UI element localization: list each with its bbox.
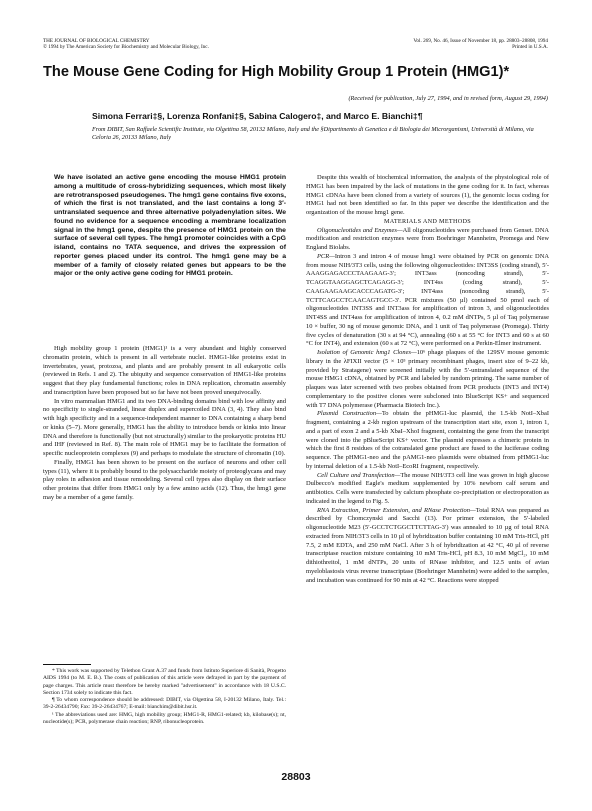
run-in-heading: RNA Extraction, Primer Extension, and RNase Protection— — [317, 506, 476, 514]
copyright-line: © 1994 by The American Society for Biochemistry and Molecular Biology, Inc. — [43, 44, 209, 51]
methods-paragraph — [306, 507, 549, 586]
intro-paragraph: In vitro mammalian HMG1 and its two DNA-binding domains bind with low affinity and no specificity to single-stranded, linear duplex and supercoiled DNA (3, 4). They also bind with high specificity and in a sequence-independent manner to DNA containing a sharp bend or kinks (5–7). More generally, HMG1 has the ability to introduce bends or kinks into linear DNA and therefore is functionally (but not structurally) similar to the prokaryotic proteins HU and IHF (reviewed in Ref. 8). The main role of HMG1 may be to facilitate the formation of specific nucleoprotein complexes (9) and perhaps to modulate the structure of chromatin (10). — [43, 397, 286, 457]
page-number: 28803 — [281, 771, 311, 783]
methods-paragraph — [306, 410, 549, 471]
footnote: * This work was supported by Telethon Grant A.37 and funds from Istituto Superiore di Sanità, Progetto AIDS 1994 (to M. E. B.). The costs of publication of this article were defrayed in part by the payment of page charges. This article must therefore be hereby marked "advertisement" in accordance with 18 U.S.C. Section 1734 solely to indicate this fact. — [43, 668, 286, 696]
abstract: We have isolated an active gene encoding the mouse HMG1 protein among a multitude of cross-hybridizing sequences, which most likely are retrotransposed pseudogenes. The hmg1 gene contains five exons, of which the first is not translated, and the last contains a long 3′-untranslated sequence and three alternative polyadenylation sites. We found no evidence for a sequence encoding a membrane localization signal in the hmg1 gene, despite the presence of HMG1 protein on the surface of several cell types. The hmg1 promoter coincides with a CpG island, contains no TATA sequence, and drives the expression of reporter genes placed under its control. The hmg1 gene may be a member of a family of closely related genes but appears to be the major or the only active gene coding for HMG1 protein. — [54, 174, 286, 278]
volume-header — [413, 38, 548, 51]
paper-title: The Mouse Gene Coding for High Mobility Group 1 Protein (HMG1)* — [43, 64, 510, 80]
affiliation: From DIBIT, San Raffaele Scientific Institute, via Olgettina 58, 20132 Milano, Italy and the §Dipartimento di Genetica e di Biologia dei Microrganismi, Università di Milano, via Celoria 26, 20133 Milano, Italy — [92, 126, 534, 142]
methods-paragraph — [306, 349, 549, 410]
intro-continued: Despite this wealth of biochemical information, the analysis of the physiological role of HMG1 has been impaired by the lack of mutations in the gene coding for it. In fact, whereas HMG1 cDNAs have been cloned from a variety of sources (1), the genomic locus coding for HMG1 had not been identified so far. In this paper we describe the identification and the organization of the mouse hmg1 gene. — [306, 174, 549, 216]
journal-name: THE JOURNAL OF BIOLOGICAL CHEMISTRY — [43, 38, 150, 44]
footnote: ¶ To whom correspondence should be addressed: DIBIT, via Olgettina 58, I-20132 Milano, Italy. Tel.: 39-2-26434790; Fax: 39-2-26434767; E-mail: bianchim@dibit.hsr.it. — [43, 697, 286, 711]
journal-header — [43, 38, 209, 51]
methods-paragraph — [306, 227, 549, 253]
footnote-divider — [43, 664, 91, 665]
introduction — [43, 345, 286, 503]
author-list: Simona Ferrari‡§, Lorenza Ronfani‡§, Sabina Calogero‡, and Marco E. Bianchi‡¶ — [92, 111, 423, 121]
run-in-heading: PCR— — [317, 252, 335, 260]
methods-heading: MATERIALS AND METHODS — [383, 217, 472, 225]
methods-text: 10⁶ phage plaques of the 129SV mouse genomic library in the λFIXII vector (5 × 10⁵ primary recombinant phages, insert size of 9–22 kb, provided by Stratagene) were screened initially with the 5′-untranslated sequence of the mouse HMG1 cDNA, obtained by PCR and labeled by random priming. The same number of plaques was later screened with two probes obtained from PCR products (INT3 and INT4) complementary to the positive clones were subcloned into BlueScript KS+ and sequenced with T7 DNA polymerase (Pharmacia Biotech Inc.). — [306, 349, 550, 409]
methods-text: Total RNA was prepared as described by Chomczynski and Sacchi (13). For primer extension, the 5′-labeled oligonucleotide M23 (5′-GCCTCTGGCTTCTTAG-3′) was annealed to 10 µg of total RNA extracted from NIH/3T3 cells in 10 µl of hybridization buffer containing 10 mM Tris-HCl, pH 7.5, 2 mM EDTA, and 250 mM NaCl. After 3 h of hybridization at 42 °C, 40 µl of reverse transcriptase reaction mixture containing 10 mM Tris-HCl, pH 8.3, 10 mM MgCl₂, 10 mM dithiothreitol, 1 mM dNTPs, 20 units of RNase inhibitor, and 12.5 units of avian myeloblastosis virus reverse transcriptase (Boehringer Mannheim) were added to the samples, and incubation was continued for 90 min at 42 °C. Reactions were stopped — [306, 506, 549, 584]
footnotes — [43, 668, 286, 726]
run-in-heading: Cell Culture and Transfection— — [317, 471, 401, 479]
methods-text: All oligonucleotides were purchased from Genset. DNA modification and restriction enzymes were from Boehringer Mannheim, Promega and New England Biolabs. — [306, 226, 550, 251]
intro-paragraph: High mobility group 1 protein (HMG1)¹ is a very abundant and highly conserved chromatin protein, which is present in all vertebrate nuclei. HMG1-like proteins exist in invertebrates, yeast, protozoa, and plants and are probably present in all eukaryotic cells (reviewed in Refs. 1 and 2). The ubiquity and sequence conservation of HMG1-like proteins suggest that they play fundamental functions; roles in DNA replication, chromatin assembly and transcription have been proposed but so far have not been proved unequivocally. — [43, 345, 286, 396]
run-in-heading: Isolation of Genomic hmg1 Clones— — [317, 349, 417, 356]
footnote: ¹ The abbreviations used are: HMG, high mobility group; HMG1-R, HMG1-related; kb, kilobase(s); nt, nucleotide(s); PCR, polymerase chain reaction; RNP, ribonucleoprotein. — [43, 711, 286, 726]
methods-paragraph — [306, 253, 549, 349]
methods-paragraph — [306, 472, 549, 507]
right-column — [306, 174, 549, 585]
run-in-heading: Plasmid Construction— — [317, 410, 382, 418]
run-in-heading: Oligonucleotides and Enzymes— — [317, 226, 403, 234]
volume-issue: Vol. 269, No. 46, Issue of November 18, pp. 28803–28808, 1994 — [413, 38, 548, 44]
intro-paragraph: Finally, HMG1 has been shown to be present on the surface of neurons and other cell types (11), where it is probably bound to the polysaccharide moiety of proteoglycans and may play roles in adhesion and tissue remodeling. Several cell types also display on their surface other proteins that differ from HMG1 only by a few amino acids (12). Thus, the hmg1 gene may be a member of a gene family. — [43, 458, 286, 501]
received-dates: (Received for publication, July 27, 1994, and in revised form, August 29, 1994) — [348, 95, 548, 102]
methods-text: The mouse NIH/3T3 cell line was grown in high glucose Dulbecco's modified Eagle's medium supplemented by 10% newborn calf serum and antibiotics. Cells were transfected by calcium phosphate co-precipitation or electroporation as indicated in the legend to Fig. 5. — [306, 471, 549, 505]
methods-text: To obtain the pHMG1-luc plasmid, the 1.5-kb NotI–XbaI fragment, containing a 2-kb region upstream of the transcription start site, exon 1, intron 1, and a part of exon 2 and a 5-kb XbaI–XhoI fragment, containing the gene from the transcript were cloned into the pBlueScript KS+ vector. The plasmid expresses a chimeric protein in which the first 8 residues of the cotranslated gene product are fused to the luciferase coding sequence. The pHMG1-neo and the pAMG1-neo plasmids were obtained from pHMG1-luc by internal deletion of a 1.5-kb NotI–EcoRI fragment, respectively. — [306, 410, 549, 470]
printed-in: Printed in U.S.A. — [512, 44, 548, 51]
methods-text: Intron 3 and intron 4 of mouse hmg1 were obtained by PCR on genomic DNA from mouse NIH/3T3 cells, using the following oligonucleotides: INT3SS (coding strand), 5′-AAAGGAGACCCTAAGAAG-3′; INT3ass (noncoding strand), 5′-TCAGGTAAGGAGCTCAGAGG-3′; INT4ss (coding strand), 5′-CAAGAAGAAGCACCCAGATG-3′; INT4ass (noncoding strand), 5′-TCTTCAGCCTCAACAGTGCC-3′. PCR mixtures (50 µl) contained 50 pmol each of oligonucleotides INT3SS and INT3ass for amplification of intron 3, and oligonucleotides INT4SS and INT4ass for amplification of intron 4, 0.2 mM dNTPs, 5 µl of Taq polymerase 10 × buffer, 30 ng of mouse genomic DNA, and 1 unit of Taq polymerase (Promega). Thirty five cycles of denaturation (30 s at 94 °C), annealing (60 s at 55 °C for INT3 and 60 s at 60 °C for INT4), and extension (60 s at 72 °C), were performed on a Perkin-Elmer instrument. — [306, 252, 549, 348]
